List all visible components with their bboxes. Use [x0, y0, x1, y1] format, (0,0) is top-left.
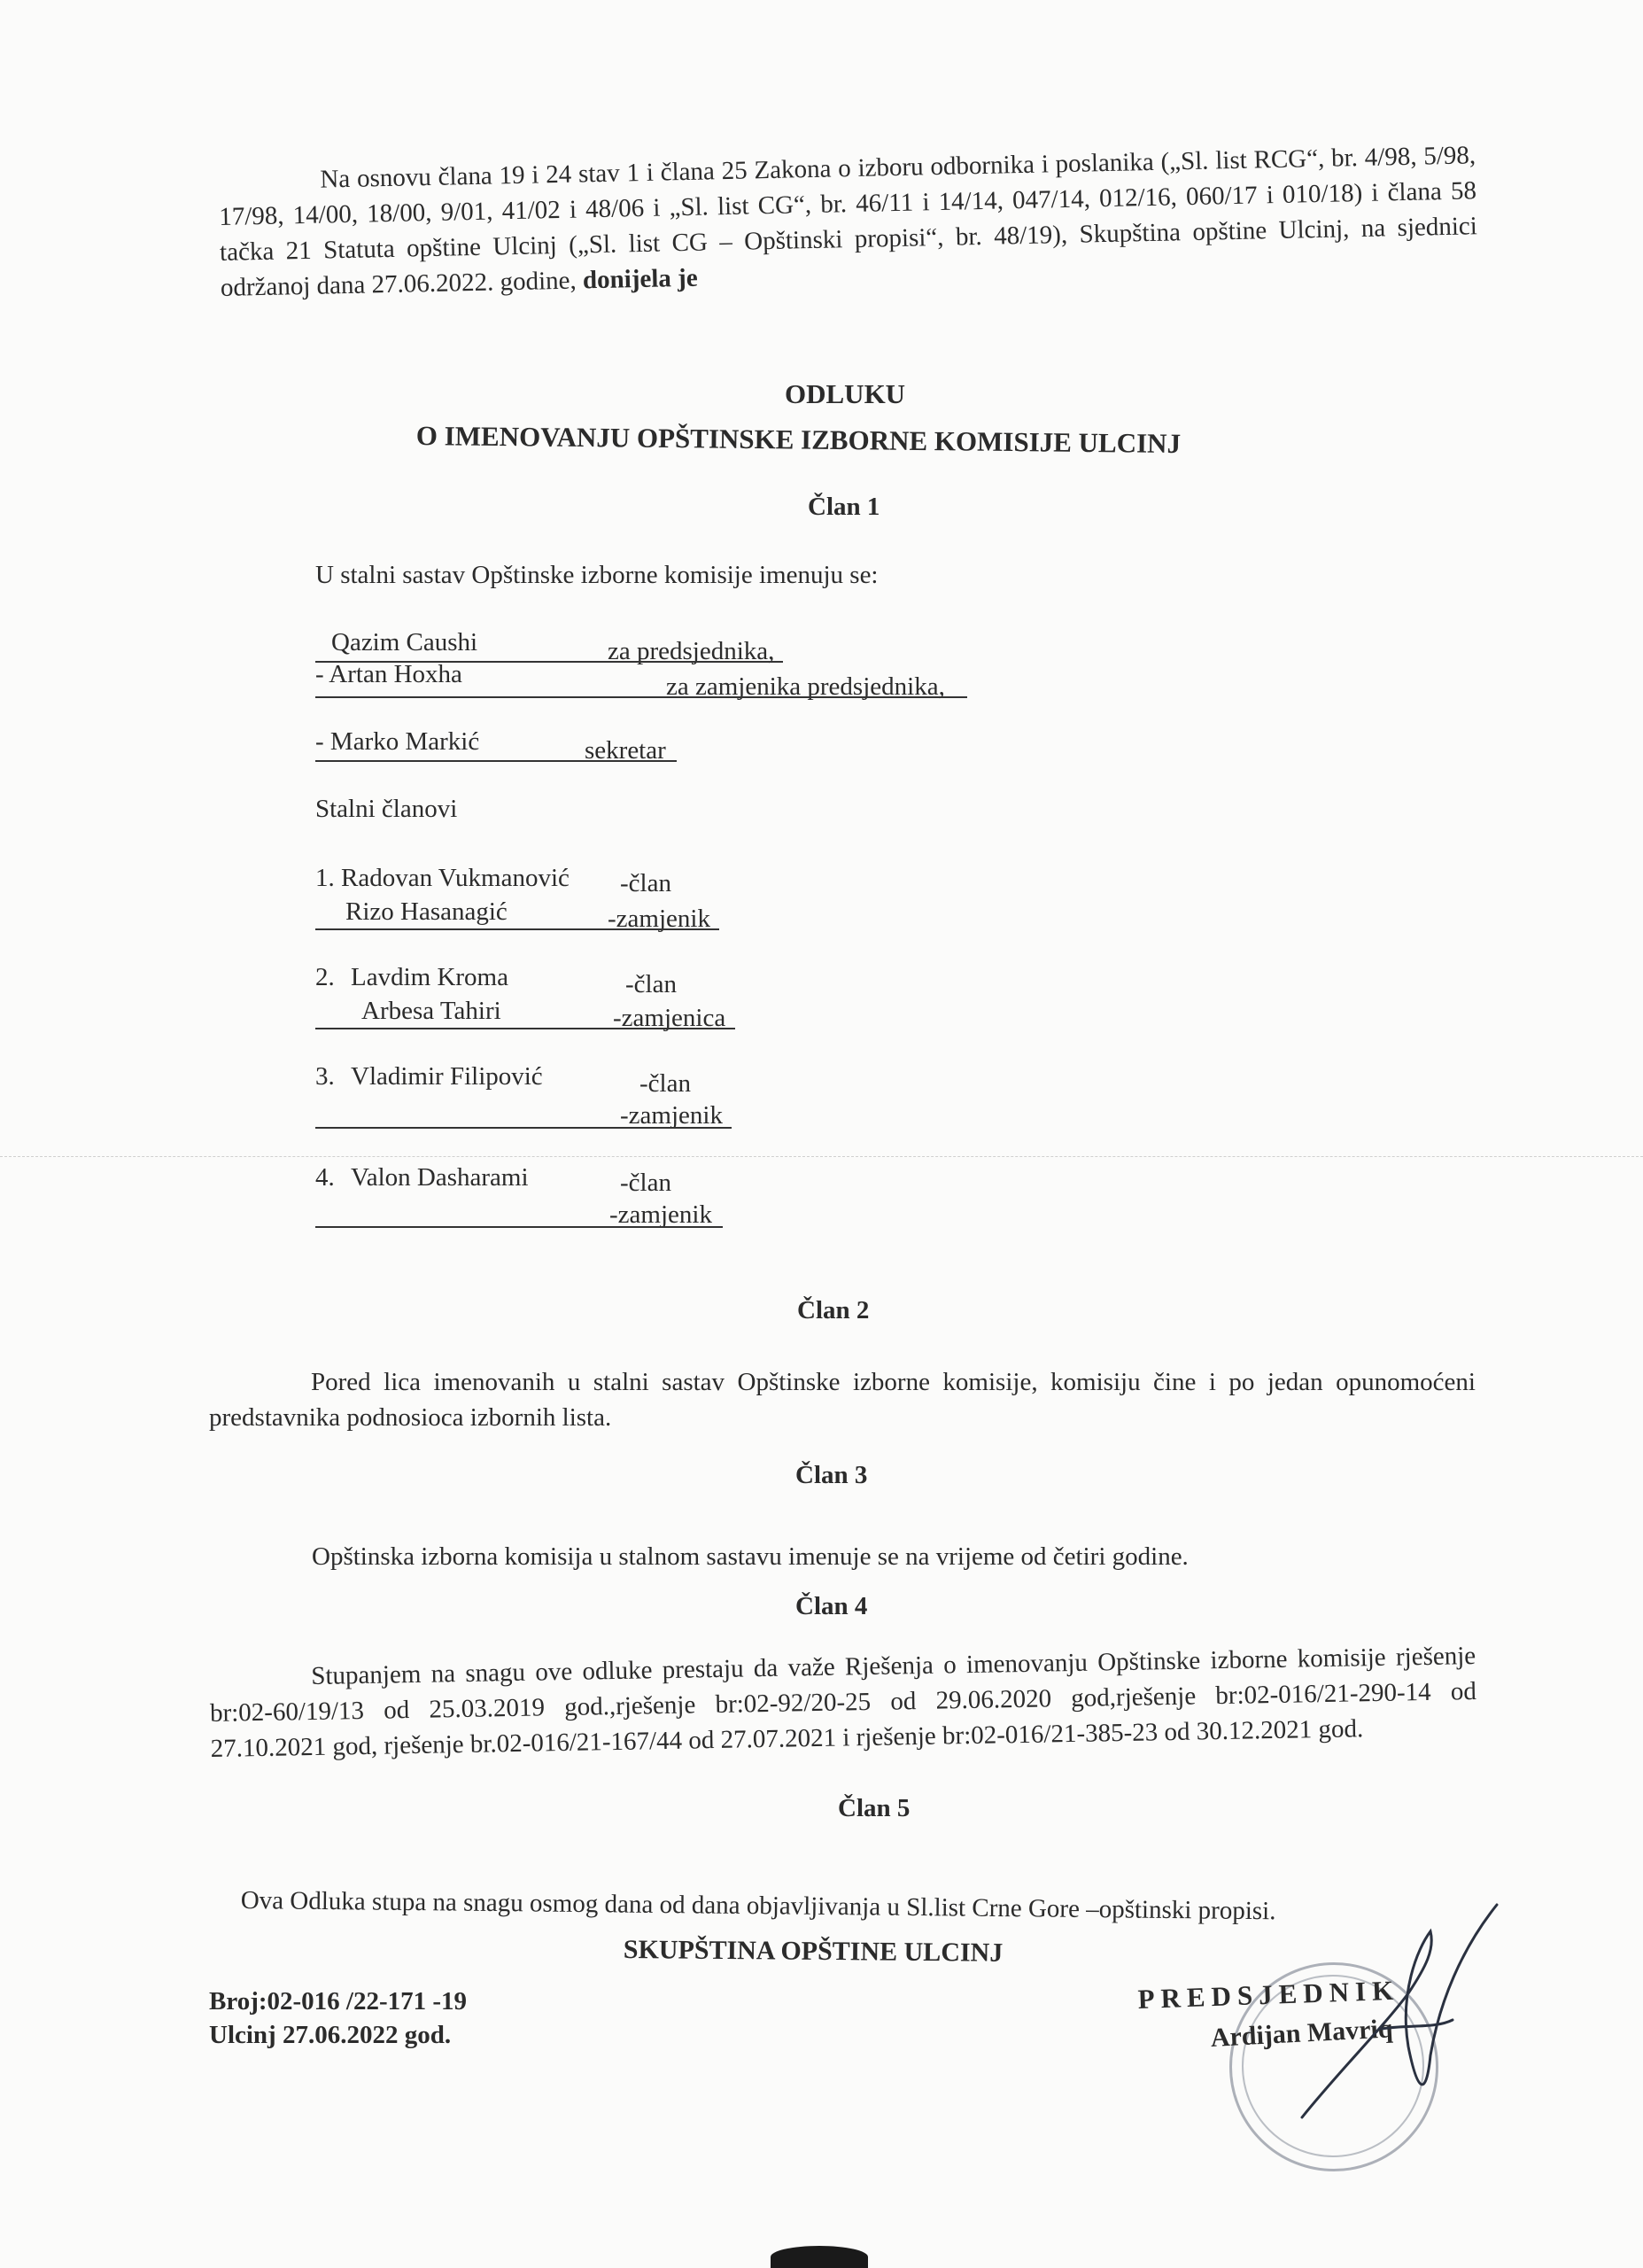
handwritten-signature: [1275, 1896, 1568, 2144]
member-1-deputy-role: -zamjenik: [608, 905, 710, 933]
member-2-underline: [315, 1028, 735, 1029]
officer-underline-2: [315, 696, 967, 698]
member-4-num: 4.: [315, 1163, 335, 1192]
president-name: Ardijan Mavriq: [1210, 2014, 1394, 2053]
officer-role-3: sekretar: [585, 736, 666, 765]
place-date: Ulcinj 27.06.2022 god.: [209, 2021, 452, 2049]
member-3-deputy-role: -zamjenik: [620, 1101, 723, 1130]
title-line2: O IMENOVANJU OPŠTINSKE IZBORNE KOMISIJE ULCINJ: [415, 420, 1182, 460]
president-label: PREDSJEDNIK: [1136, 1974, 1400, 2015]
member-1-num: 1.: [315, 864, 335, 892]
fold-line: [0, 1156, 1643, 1157]
clan3-heading: Član 3: [795, 1461, 868, 1489]
member-3-underline: [315, 1127, 732, 1129]
member-3-num: 3.: [315, 1062, 335, 1091]
officer-underline-3: [315, 760, 677, 762]
member-4-name: Valon Dasharami: [351, 1163, 529, 1192]
member-2-deputy: Arbesa Tahiri: [361, 997, 501, 1025]
member-4-role: -član: [620, 1169, 671, 1197]
officer-role-1: za predsjednika,: [608, 637, 775, 665]
document-number: Broj:02-016 /22-171 -19: [209, 1987, 468, 2016]
member-3-role: -član: [639, 1069, 691, 1098]
intro-bold-tail: donijela je: [582, 263, 698, 295]
clan5-text: Ova Odluka stupa na snagu osmog dana od dana objavljivanja u Sl.list Crne Gore –opštinski propisi.: [240, 1886, 1276, 1926]
members-label: Stalni članovi: [315, 795, 458, 823]
member-3-name: Vladimir Filipović: [351, 1062, 543, 1091]
clan1-heading: Član 1: [808, 493, 880, 521]
officer-name-3: - Marko Markić: [315, 727, 480, 756]
intro-text: Na osnovu člana 19 i 24 stav 1 i člana 25 Zakona o izboru odbornika i poslanika („Sl. list RCG“, br. 4/98, 5/98, 17/98, 14/00, 18/00, 9/01, 41/02 i 48/06 i „Sl. list CG“, br. 46/11 i 14/14, 047/14, 012/16, 060/17 i 010/18) i člana 58 tačka 21 Statuta opštine Ulcinj („Sl. list CG – Opštinski propisi“, br. 48/19), Skupština opštine Ulcinj, na sjednici održanoj dana 27.06.2022. godine,: [218, 141, 1478, 302]
clan2-text: Pored lica imenovanih u stalni sastav Opštinske izborne komisije, komisiju čine i po jedan opunomoćeni predstavnika podnosioca izbornih lista.: [209, 1368, 1476, 1432]
member-1-deputy: Rizo Hasanagić: [345, 897, 508, 926]
member-2-deputy-role: -zamjenica: [613, 1004, 726, 1032]
assembly-name: SKUPŠTINA OPŠTINE ULCINJ: [623, 1935, 1004, 1968]
member-1-name: Radovan Vukmanović: [341, 864, 570, 892]
member-4-deputy-role: -zamjenik: [609, 1200, 712, 1229]
member-1-underline: [315, 928, 719, 930]
member-2-num: 2.: [315, 963, 335, 991]
intro-paragraph: [218, 137, 1478, 306]
officer-name-1: Qazim Caushi: [331, 628, 478, 656]
member-4-underline: [315, 1226, 723, 1228]
clan3-text: Opštinska izborna komisija u stalnom sastavu imenuje se na vrijeme od četiri godine.: [312, 1542, 1189, 1571]
clan1-lead: U stalni sastav Opštinske izborne komisije imenuju se:: [315, 561, 879, 589]
scan-edge-mark: [771, 2246, 868, 2268]
clan4-heading: Član 4: [795, 1592, 868, 1620]
member-1-role: -član: [620, 869, 671, 897]
clan2-heading: Član 2: [797, 1296, 870, 1324]
officer-name-2: - Artan Hoxha: [315, 660, 462, 688]
member-2-name: Lavdim Kroma: [351, 963, 508, 991]
clan4-text: Stupanjem na snagu ove odluke prestaju da važe Rješenja o imenovanju Opštinske izborne komisije rješenje br:02-60/19/13 od 25.03.2019 god.,rješenje br:02-92/20-25 od 29.06.2020 god,rješenje br:02-016/21-290-14 od 27.10.2021 god, rješenje br.02-016/21-167/44 od 27.07.2021 i rješenje br:02-016/21-385-23 od 30.12.2021 god.: [209, 1642, 1477, 1763]
officer-role-2: za zamjenika predsjednika,: [666, 672, 945, 701]
clan5-heading: Član 5: [838, 1794, 911, 1822]
title-line1: ODLUKU: [785, 378, 906, 409]
member-2-role: -član: [625, 970, 677, 998]
